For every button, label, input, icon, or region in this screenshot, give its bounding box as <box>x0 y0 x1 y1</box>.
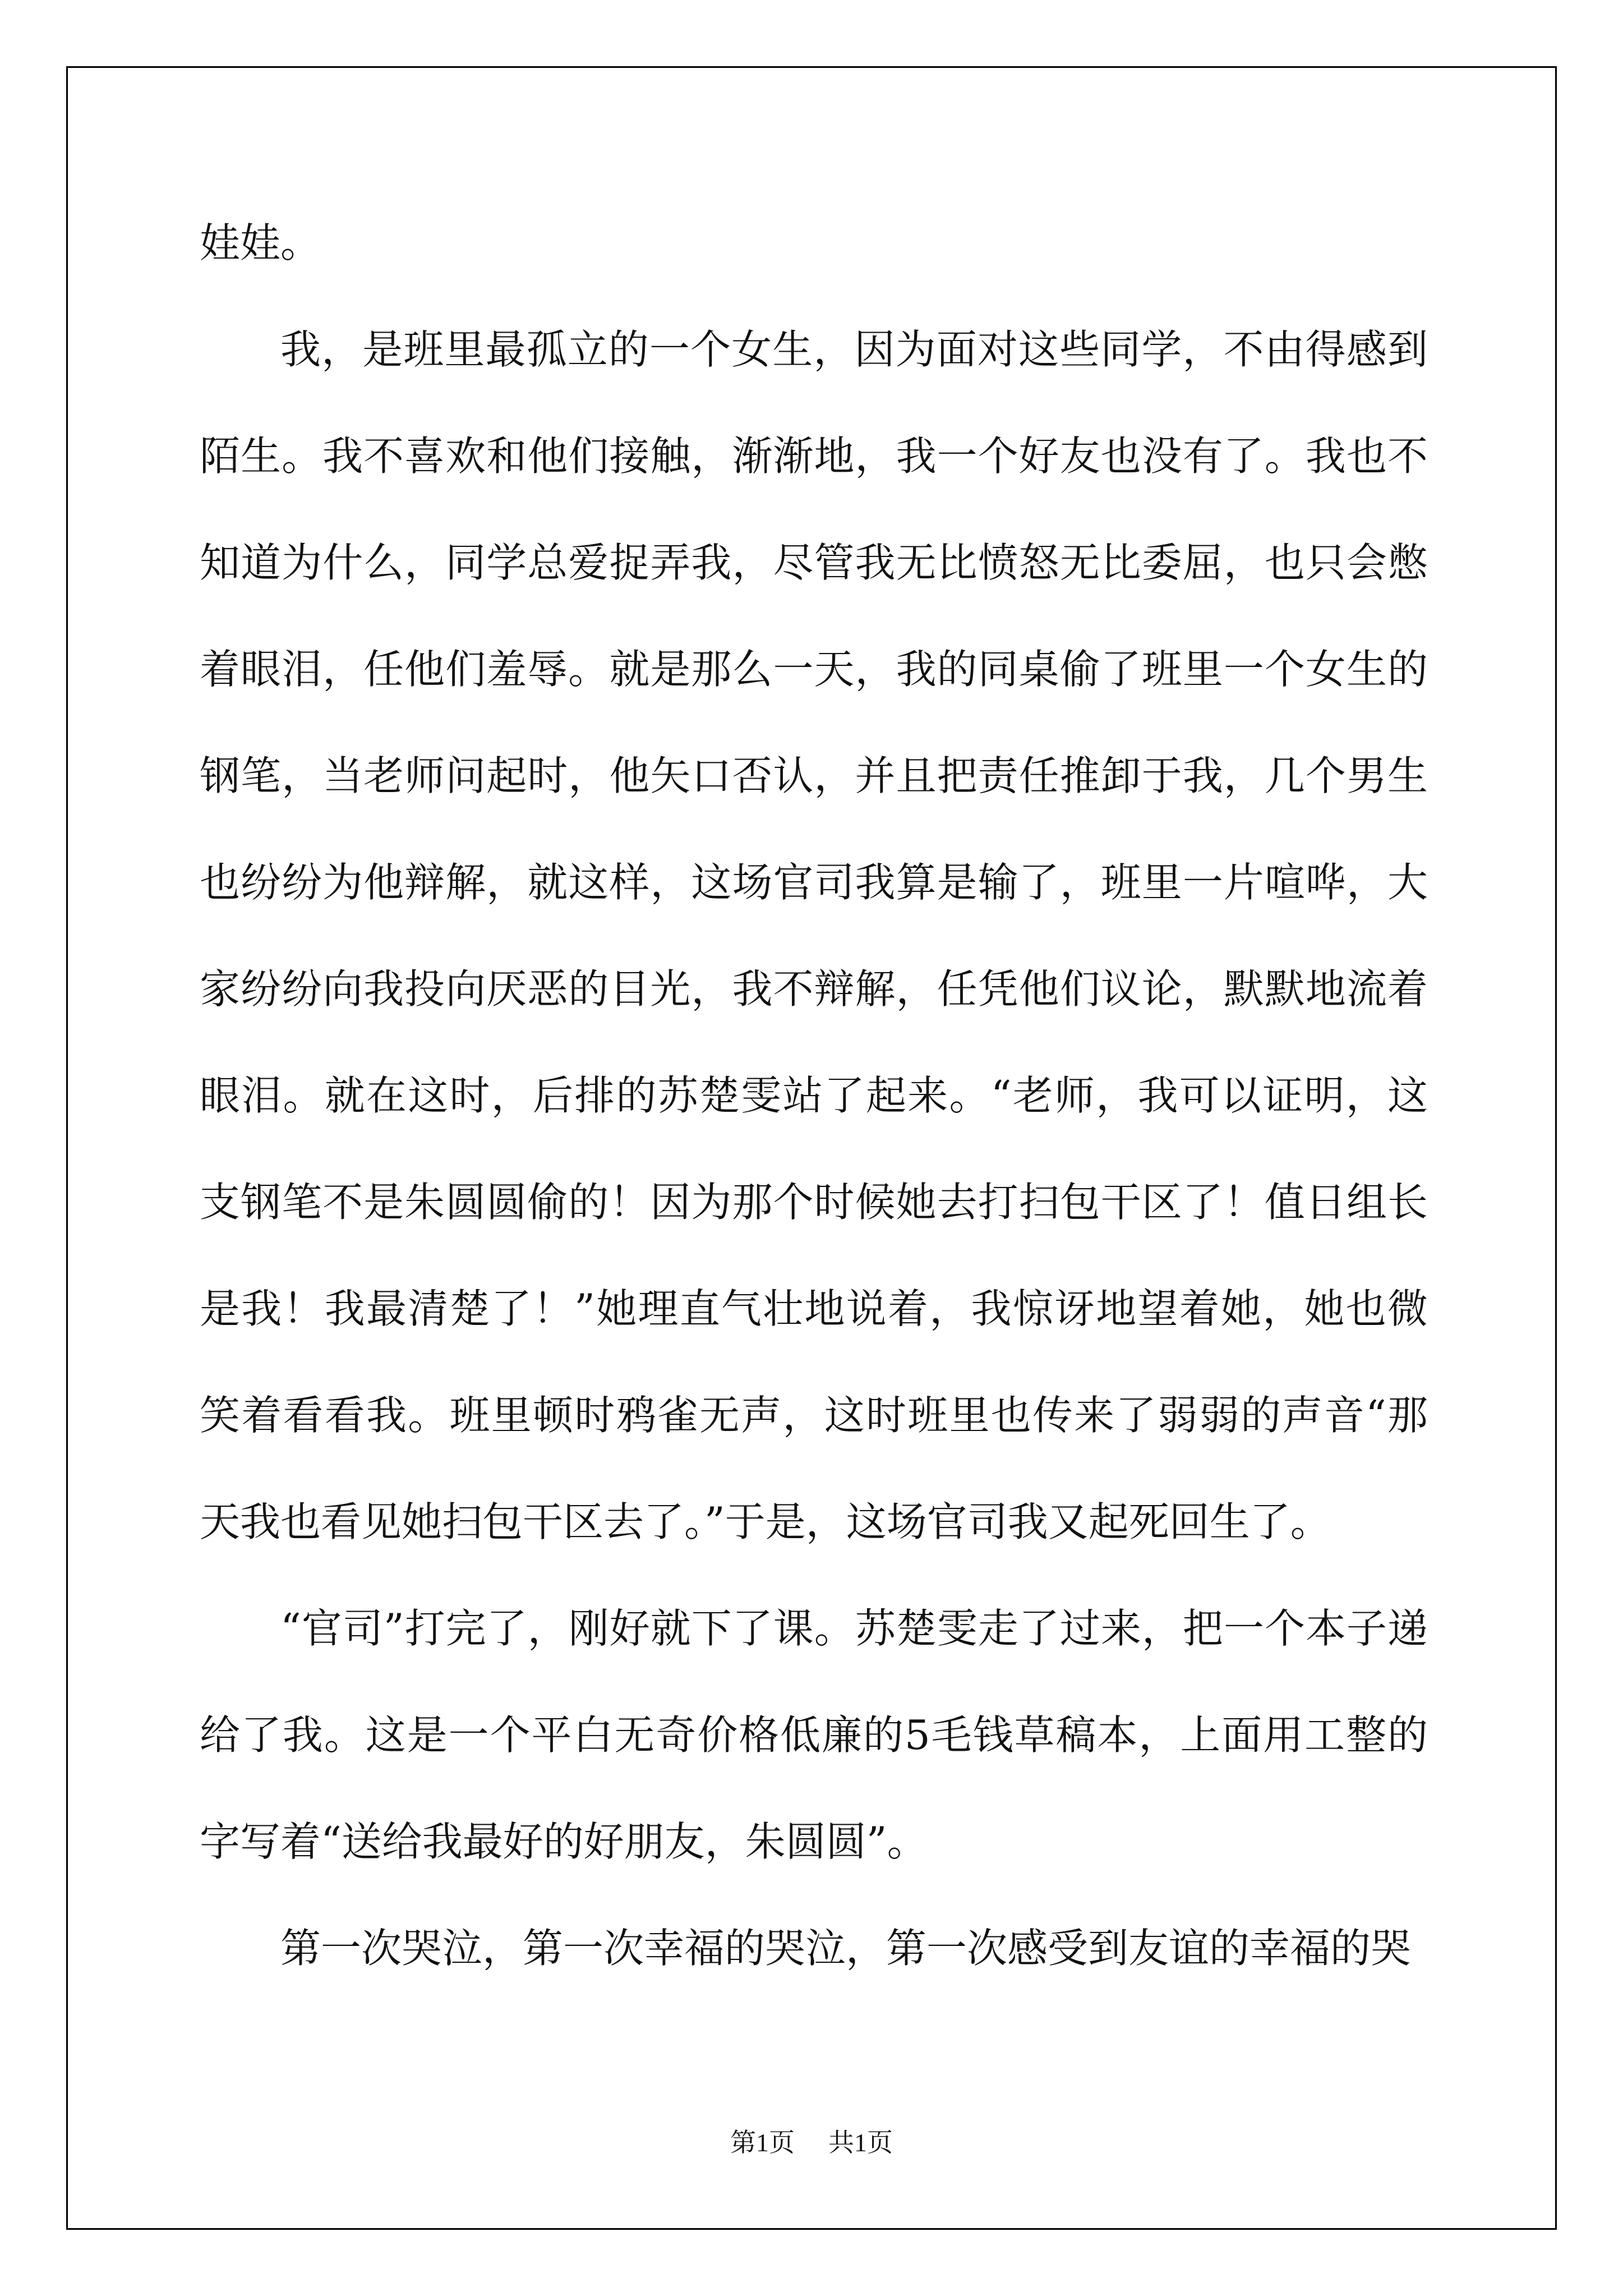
page-number-current: 第1页 <box>730 2128 795 2157</box>
paragraph: “官司”打完了，刚好就下了课。苏楚雯走了过来，把一个本子递给了我。这是一个平白无奇价格低廉的5毛钱草稿本，上面用工整的字写着“送给我最好的好朋友，朱圆圆”。 <box>200 1605 1428 1865</box>
paragraph-continuation: 娃娃。 <box>200 219 321 266</box>
paragraph: 第一次哭泣，第一次幸福的哭泣，第一次感受到友谊的幸福的哭 <box>280 1925 1412 1972</box>
paragraph: 我，是班里最孤立的一个女生，因为面对这些同学，不由得感到陌生。我不喜欢和他们接触，渐渐地，我一个好友也没有了。我也不知道为什么，同学总爱捉弄我，尽管我无比愤怒无比委屈，也只会憋着眼泪，任他们羞辱。就是那么一天，我的同桌偷了班里一个女生的钢笔，当老师问起时，他矢口否认，并且把责任推卸于我，几个男生也纷纷为他辩解，就这样，这场官司我算是输了，班里一片喧哗，大家纷纷向我投向厌恶的目光，我不辩解，任凭他们议论，默默地流着眼泪。就在这时，后排的苏楚雯站了起来。“老师，我可以证明，这支钢笔不是朱圆圆偷的！因为那个时候她去打扫包干区了！值日组长是我！我最清楚了！”她理直气壮地说着，我惊讶地望着她，她也微笑着看看我。班里顿时鸦雀无声，这时班里也传来了弱弱的声音“那天我也看见她扫包干区去了。”于是，这场官司我又起死回生了。 <box>200 326 1428 1545</box>
document-body <box>200 190 1428 2001</box>
page-number-total: 共1页 <box>828 2128 893 2157</box>
page-footer <box>0 2126 1623 2160</box>
